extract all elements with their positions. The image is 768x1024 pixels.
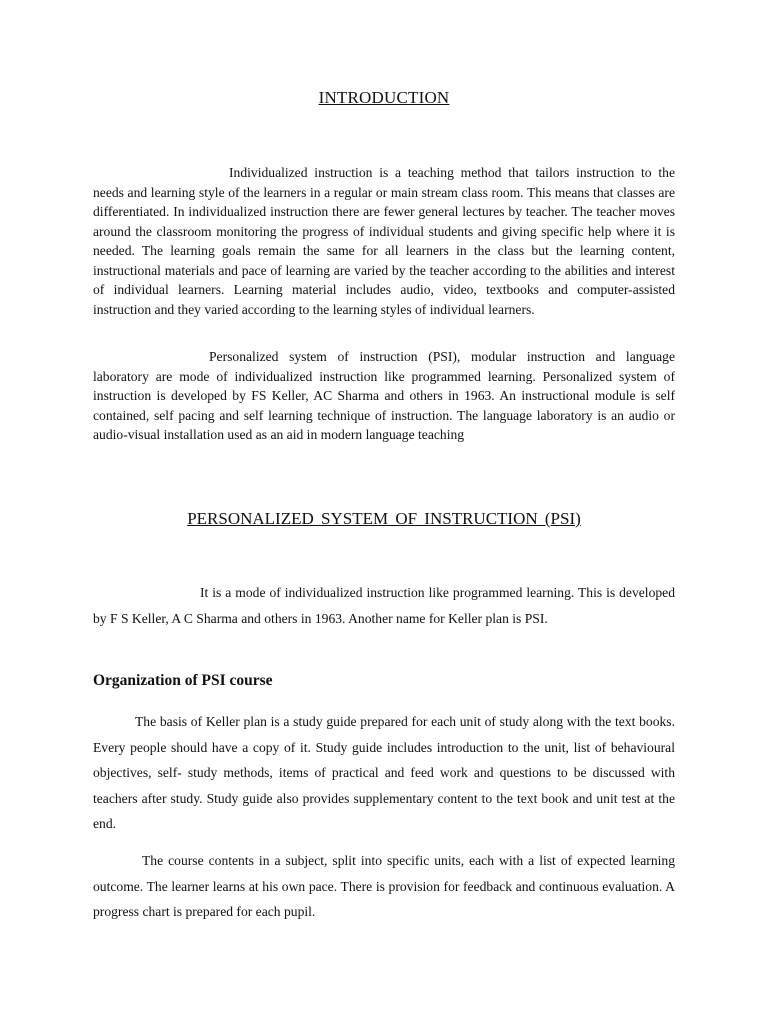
introduction-paragraph-1: Individualized instruction is a teaching method that tailors instruction to the needs and learning style of the learners in a regular or main stream class room. This means that classes are differentiated. In individualized instruction there are fewer general lectures by teacher. The teacher moves around the classroom monitoring the progress of individual students and giving specific help where it is needed. The learning goals remain the same for all learners in the class but the learning content, instructional materials and pace of learning are varied by the teacher according to the abilities and interest of individual learners. Learning material includes audio, video, textbooks and computer-assisted instruction and they varied according to the learning styles of individual learners. — [93, 165, 675, 317]
psi-paragraph: It is a mode of individualized instruction like programmed learning. This is developed by F S Keller, A C Sharma and others in 1963. Another name for Keller plan is PSI. — [93, 585, 675, 626]
psi-heading: PERSONALIZED SYSTEM OF INSTRUCTION (PSI) — [187, 509, 581, 528]
introduction-paragraph-2: Personalized system of instruction (PSI), modular instruction and language laboratory are mode of individualized instruction like programmed learning. Personalized system of instruction is developed by FS Keller, AC Sharma and others in 1963. An instructional module is self contained, self pacing and self learning technique of instruction. The language laboratory is an audio or audio-visual installation used as an aid in modern language teaching — [93, 349, 675, 442]
organization-heading: Organization of PSI course — [93, 672, 273, 689]
organization-paragraph-1: The basis of Keller plan is a study guide prepared for each unit of study along with the text books. Every people should have a copy of it. Study guide includes introduction to the unit, list of behavioural objectives, self- study methods, items of practical and feed work and questions to be discussed with teachers after study. Study guide also provides supplementary content to the text book and unit test at the end. — [93, 714, 675, 831]
organization-paragraph-2: The course contents in a subject, split into specific units, each with a list of expected learning outcome. The learner learns at his own pace. There is provision for feedback and continuous evaluation. A progress chart is prepared for each pupil. — [93, 853, 675, 919]
document-page — [93, 0, 675, 1024]
introduction-heading: INTRODUCTION — [318, 88, 450, 107]
